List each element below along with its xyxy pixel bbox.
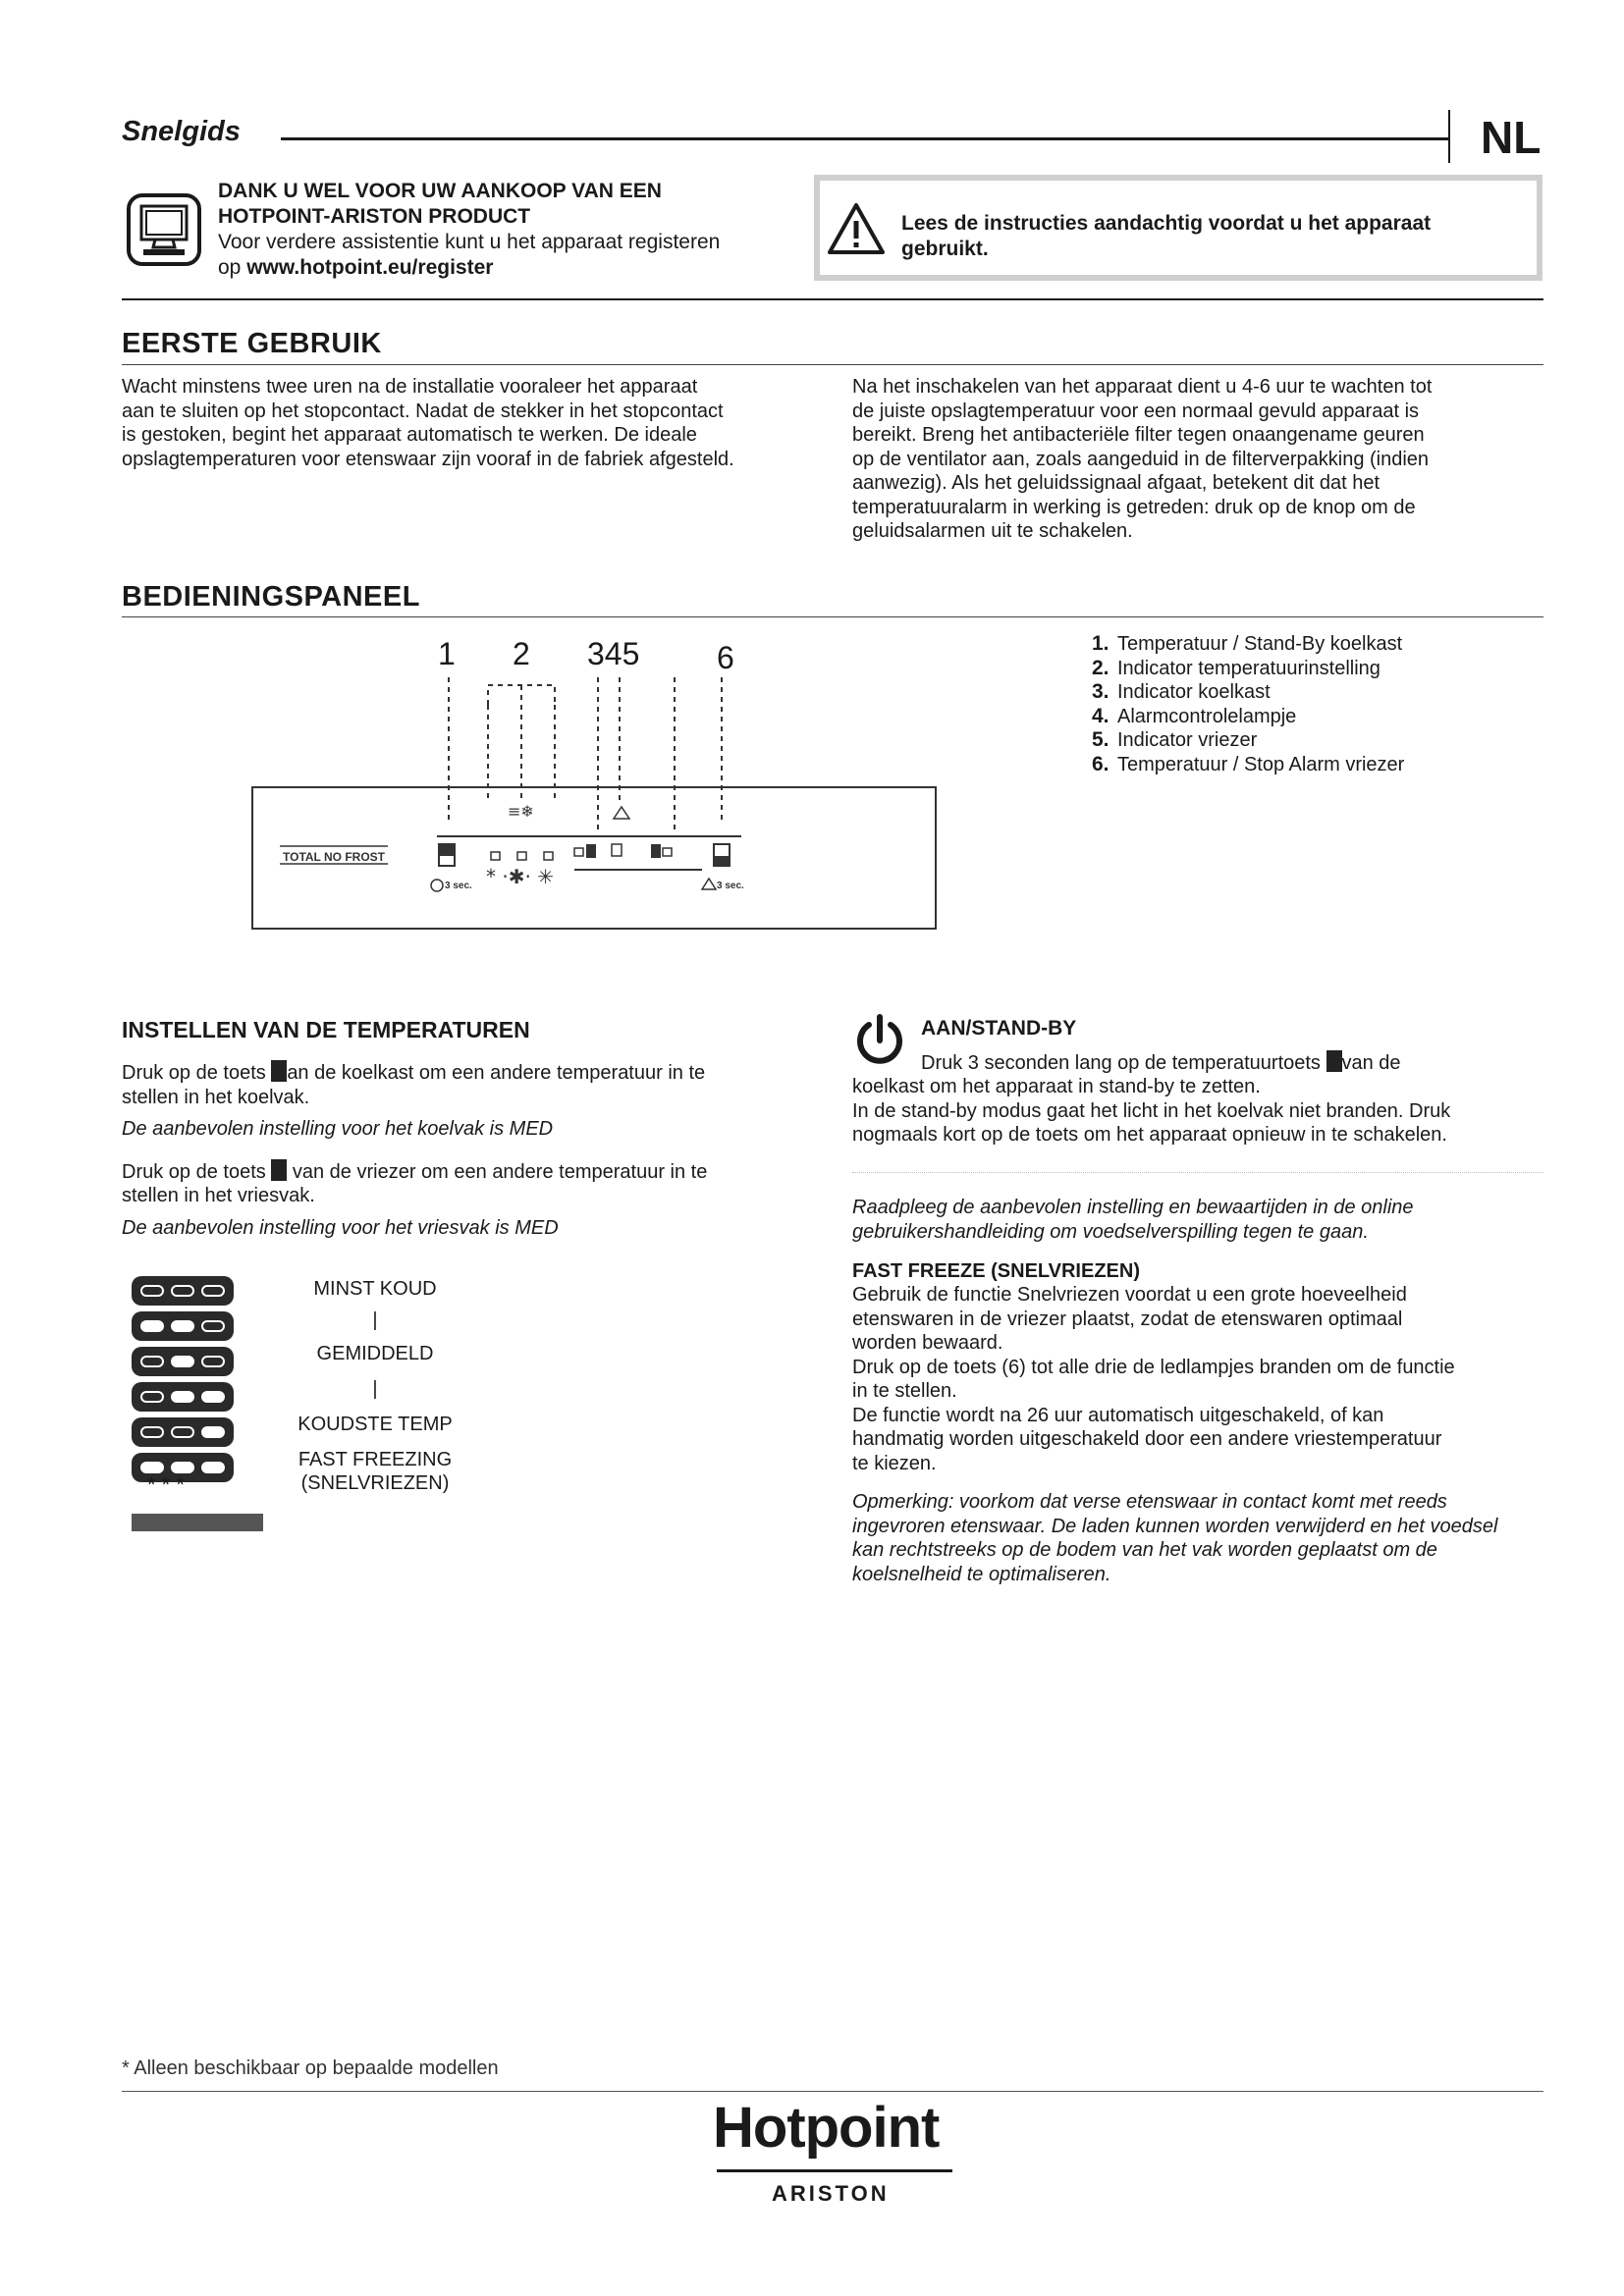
legend-item <box>1092 753 1504 777</box>
text-line: De functie wordt na 26 uur automatisch uitgeschakeld, of kan <box>852 1404 1384 1426</box>
legend-item <box>1092 728 1504 753</box>
text-line: Opmerking: voorkom dat verse etenswaar in contact komt met reeds <box>852 1491 1447 1513</box>
text-line: bereikt. Breng het antibacteriële filter tegen onaangename geuren <box>852 424 1425 446</box>
aan-text <box>852 1075 1549 1148</box>
legend-num: 6. <box>1092 752 1110 775</box>
panel-number-1: 1 <box>438 636 456 671</box>
hotpoint-logo: Hotpoint <box>713 2096 940 2160</box>
header-rule <box>281 137 1449 140</box>
warning-line-2: gebruikt. <box>901 238 989 260</box>
led <box>171 1391 194 1403</box>
section-underline <box>122 616 1543 617</box>
page-title: Snelgids <box>122 116 241 147</box>
text-span: Druk op de toets <box>122 1160 266 1183</box>
level-mid-label: GEMIDDELD <box>316 1343 434 1364</box>
logo-underline <box>717 2169 952 2172</box>
svg-text:≡❄: ≡❄ <box>508 802 534 821</box>
instellen-line-1 <box>122 1060 819 1086</box>
led <box>201 1356 225 1367</box>
led <box>140 1426 164 1438</box>
text-line: worden bewaard. <box>852 1332 1003 1354</box>
led <box>201 1426 225 1438</box>
legend-text: Indicator koelkast <box>1117 681 1271 703</box>
text-line: aan te sluiten op het stopcontact. Nadat de stekker in het stopcontact <box>122 400 724 422</box>
text-line: Druk op de toets (6) tot alle drie de ledlampjes branden om de functie <box>852 1356 1455 1378</box>
text-span: van de vriezer om een andere temperatuur in te <box>292 1160 708 1183</box>
recommended-fridge-note: De aanbevolen instelling voor het koelvak is MED <box>122 1118 554 1140</box>
led <box>140 1391 164 1403</box>
panel-number-2: 2 <box>513 636 530 671</box>
header-tick <box>1448 110 1450 163</box>
instellen-line-2 <box>122 1159 819 1185</box>
led <box>201 1285 225 1297</box>
level-separator: | <box>372 1378 378 1400</box>
eerste-left-text <box>122 375 829 471</box>
text-line: opslagtemperaturen voor etenswaar zijn vooraf in de fabriek afgesteld. <box>122 448 734 470</box>
text-line: stellen in het koelvak. <box>122 1086 310 1108</box>
mini-panel-image <box>132 1514 263 1531</box>
led <box>201 1462 225 1473</box>
led-level-max <box>132 1417 234 1447</box>
text-line: aanwezig). Als het geluidssignaal afgaat, betekent dit dat het <box>852 472 1380 494</box>
total-no-frost-label: TOTAL NO FROST <box>283 850 385 864</box>
led-level-2 <box>132 1311 234 1341</box>
led-level-4 <box>132 1382 234 1412</box>
text-span: Druk op de toets <box>122 1062 266 1084</box>
ariston-logo: ARISTON <box>772 2181 890 2206</box>
text-line: Gebruik de functie Snelvriezen voordat u een grote hoeveelheid <box>852 1284 1407 1306</box>
text-line: stellen in het vriesvak. <box>122 1185 315 1206</box>
led <box>201 1320 225 1332</box>
panel-number-345: 345 <box>587 636 640 671</box>
text-line: etenswaren in de vriezer plaatst, zodat de etenswaren optimaal <box>852 1308 1403 1330</box>
section-title-eerste-gebruik: EERSTE GEBRUIK <box>122 328 382 359</box>
led-level-mid <box>132 1347 234 1376</box>
warning-line-1: Lees de instructies aandachtig voordat u het apparaat <box>901 212 1432 235</box>
text-span: an de koelkast om een andere temperatuur in te <box>287 1062 706 1084</box>
text-line: gebruikershandleiding om voedselverspilling tegen te gaan. <box>852 1220 1369 1243</box>
section-underline <box>122 364 1543 365</box>
eerste-right-text <box>852 375 1543 544</box>
snowflake-stars: * * * <box>147 1472 185 1497</box>
dotted-divider <box>852 1172 1543 1173</box>
text-line: de juiste opslagtemperatuur voor een normaal gevuld apparaat is <box>852 400 1420 422</box>
panel-legend <box>1092 632 1504 776</box>
freezer-key-icon <box>271 1159 287 1181</box>
led <box>201 1391 225 1403</box>
led <box>140 1285 164 1297</box>
footer-rule <box>122 2091 1543 2092</box>
text-line: is gestoken, begint het apparaat automatisch te werken. De ideale <box>122 424 697 446</box>
led <box>140 1320 164 1332</box>
warning-text <box>901 211 1520 262</box>
power-icon <box>854 1013 905 1068</box>
legend-num: 5. <box>1092 728 1110 751</box>
level-max-label: KOUDSTE TEMP <box>298 1414 453 1435</box>
section-title-instellen: INSTELLEN VAN DE TEMPERATUREN <box>122 1017 530 1042</box>
legend-num: 4. <box>1092 704 1110 727</box>
fridge-key-icon <box>1326 1050 1342 1072</box>
text-line: nogmaals kort op de toets om het apparaat opnieuw in te schakelen. <box>852 1124 1447 1146</box>
led <box>171 1320 194 1332</box>
text-line: Na het inschakelen van het apparaat dient u 4-6 uur te wachten tot <box>852 376 1433 398</box>
register-link[interactable]: www.hotpoint.eu/register <box>246 256 494 279</box>
control-panel-diagram <box>250 675 938 931</box>
text-line: in te stellen. <box>852 1380 957 1402</box>
text-line: handmatig worden uitgeschakeld door een andere vriestemperatuur <box>852 1428 1442 1450</box>
legend-num: 3. <box>1092 680 1110 703</box>
led <box>171 1285 194 1297</box>
legend-item <box>1092 657 1504 681</box>
text-line: Wacht minstens twee uren na de installatie vooraleer het apparaat <box>122 376 698 398</box>
level-min-label: MINST KOUD <box>313 1278 437 1300</box>
text-line: te kiezen. <box>852 1452 937 1474</box>
text-line: op de ventilator aan, zoals aangeduid in de filterverpakking (indien <box>852 448 1430 470</box>
text-line: Raadpleeg de aanbevolen instelling en bewaartijden in de online <box>852 1197 1414 1218</box>
legend-text: Indicator temperatuurinstelling <box>1117 657 1380 679</box>
footnote: * Alleen beschikbaar op bepaalde modellen <box>122 2057 499 2079</box>
aan-line-1 <box>921 1050 1549 1076</box>
monitor-icon <box>126 192 202 267</box>
section-title-fast-freeze: FAST FREEZE (SNELVRIEZEN) <box>852 1260 1140 1282</box>
legend-text: Temperatuur / Stand-By koelkast <box>1117 633 1403 655</box>
text-line: koelkast om het apparaat in stand-by te zetten. <box>852 1076 1261 1097</box>
legend-text: Temperatuur / Stop Alarm vriezer <box>1117 753 1405 775</box>
text-line: kan rechtstreeks op de bodem van het vak worden geplaatst om de <box>852 1539 1437 1561</box>
three-sec-right: 3 sec. <box>717 881 744 891</box>
instellen-text <box>122 1060 819 1240</box>
text-line: In de stand-by modus gaat het licht in het koelvak niet branden. Druk <box>852 1099 1451 1122</box>
fast-freeze-note <box>852 1490 1549 1586</box>
text-span: van de <box>1341 1052 1401 1074</box>
thanks-line-1: DANK U WEL VOOR UW AANKOOP VAN EEN <box>218 180 662 202</box>
led <box>171 1426 194 1438</box>
warning-icon <box>827 201 886 256</box>
led <box>140 1356 164 1367</box>
thanks-prefix: op <box>218 256 247 279</box>
led-level-min <box>132 1276 234 1306</box>
led-levels <box>132 1276 234 1484</box>
legend-item <box>1092 705 1504 729</box>
section-rule <box>122 298 1543 300</box>
advies-text <box>852 1196 1549 1244</box>
level-separator: | <box>372 1309 378 1331</box>
text-line: ingevroren etenswaar. De laden kunnen worden verwijderd en het voedsel <box>852 1515 1498 1537</box>
svg-text:* ·✱· ✳: * ·✱· ✳ <box>486 865 554 888</box>
language-code: NL <box>1481 112 1542 163</box>
text-line: geluidsalarmen uit te schakelen. <box>852 520 1133 542</box>
text-line: koelsnelheid te optimaliseren. <box>852 1563 1111 1585</box>
legend-item <box>1092 680 1504 705</box>
recommended-freezer-note: De aanbevolen instelling voor het vriesvak is MED <box>122 1216 559 1239</box>
thanks-block <box>218 179 768 281</box>
legend-num: 1. <box>1092 632 1110 655</box>
level-ff-label-2: (SNELVRIEZEN) <box>300 1472 450 1494</box>
thanks-line-4 <box>218 255 768 281</box>
panel-number-6: 6 <box>717 640 734 675</box>
thanks-line-3: Voor verdere assistentie kunt u het apparaat registeren <box>218 231 721 253</box>
legend-text: Indicator vriezer <box>1117 729 1258 751</box>
thanks-line-2: HOTPOINT-ARISTON PRODUCT <box>218 205 531 228</box>
legend-text: Alarmcontrolelampje <box>1117 705 1297 727</box>
level-ff-label-1: FAST FREEZING <box>298 1449 453 1470</box>
legend-num: 2. <box>1092 656 1110 679</box>
led <box>171 1356 194 1367</box>
legend-item <box>1092 632 1504 657</box>
fridge-key-icon <box>271 1060 287 1082</box>
text-span: Druk 3 seconden lang op de temperatuurtoets <box>921 1052 1321 1074</box>
three-sec-left: 3 sec. <box>445 881 472 891</box>
section-title-bedieningspaneel: BEDIENINGSPANEEL <box>122 581 420 613</box>
fast-freeze-text <box>852 1283 1549 1475</box>
text-line: temperatuuralarm in werking is getreden: druk op de knop om de <box>852 496 1416 518</box>
section-title-aan-standby: AAN/STAND-BY <box>921 1017 1077 1040</box>
